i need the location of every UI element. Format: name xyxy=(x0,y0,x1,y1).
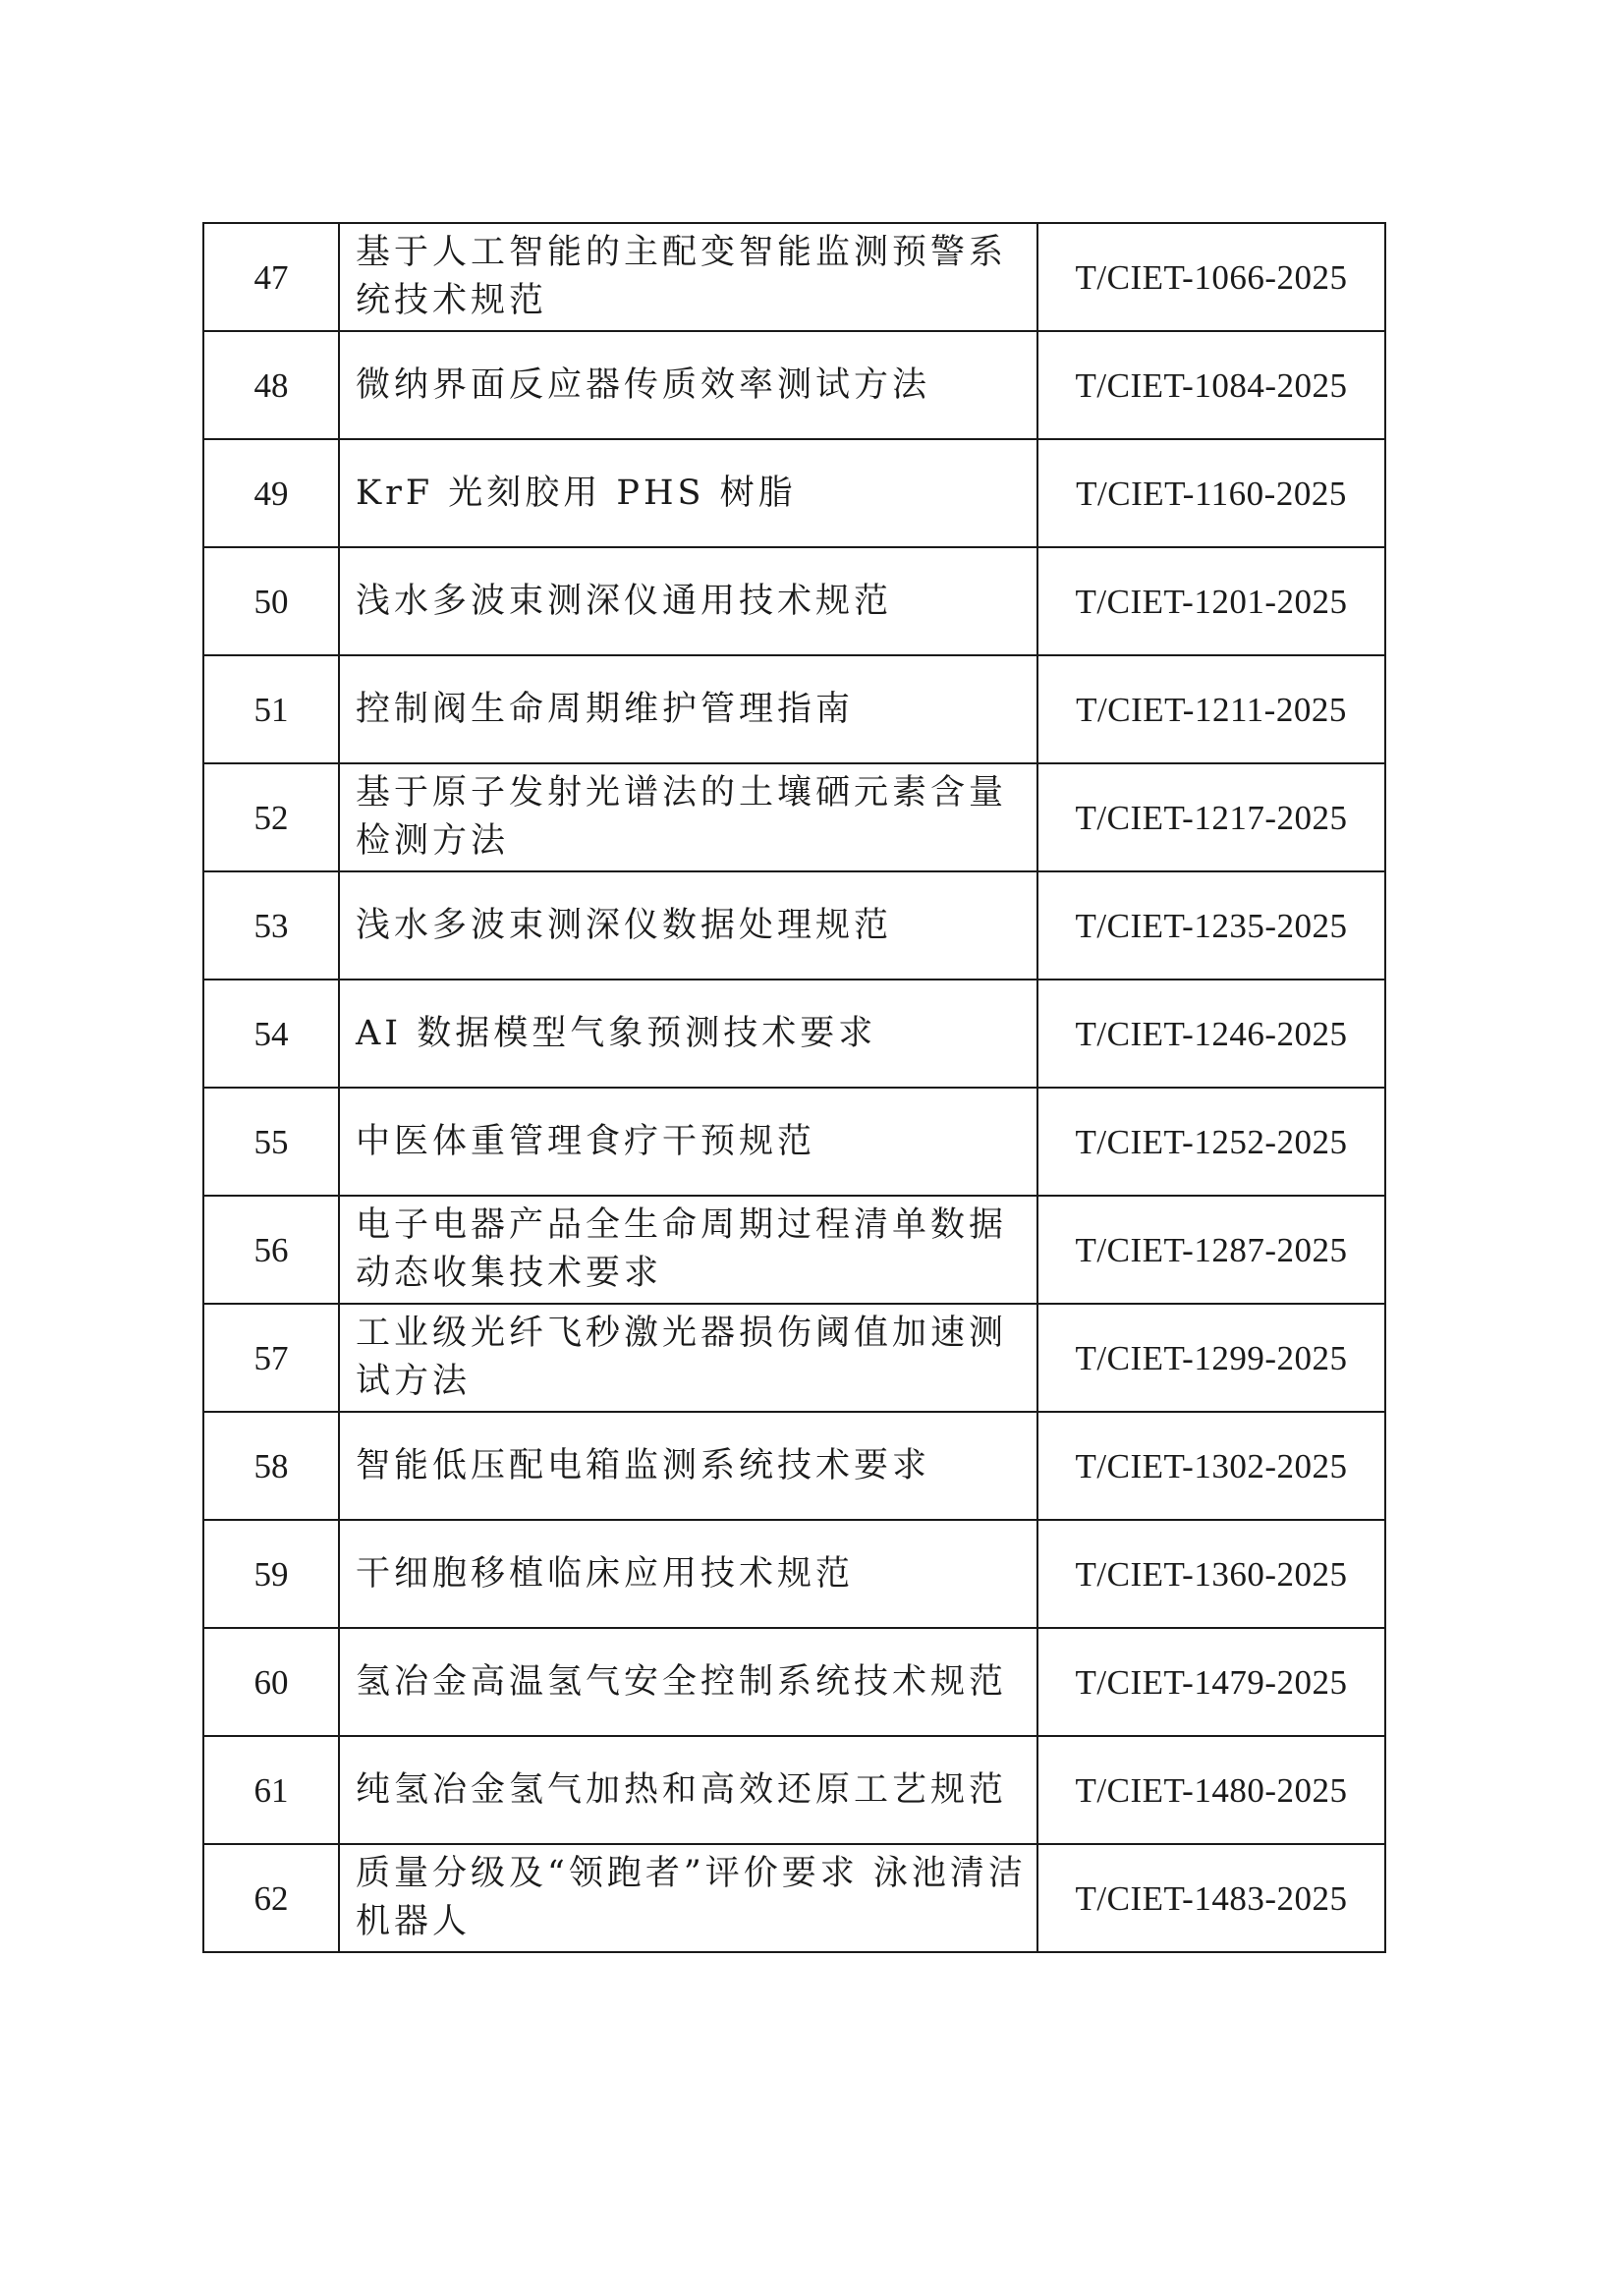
standard-name: AI 数据模型气象预测技术要求 xyxy=(339,980,1037,1088)
standard-code: T/CIET-1299-2025 xyxy=(1037,1304,1385,1412)
row-number: 47 xyxy=(203,223,339,331)
row-number: 62 xyxy=(203,1844,339,1952)
standard-name: 纯氢冶金氢气加热和高效还原工艺规范 xyxy=(339,1736,1037,1844)
table-row xyxy=(203,1736,1385,1844)
row-number: 59 xyxy=(203,1520,339,1628)
table-row xyxy=(203,1412,1385,1520)
table-row xyxy=(203,1196,1385,1304)
standard-code: T/CIET-1483-2025 xyxy=(1037,1844,1385,1952)
row-number: 51 xyxy=(203,655,339,763)
standard-name: KrF 光刻胶用 PHS 树脂 xyxy=(339,439,1037,547)
row-number: 56 xyxy=(203,1196,339,1304)
table-row xyxy=(203,223,1385,331)
standard-code: T/CIET-1360-2025 xyxy=(1037,1520,1385,1628)
standard-code: T/CIET-1302-2025 xyxy=(1037,1412,1385,1520)
table-row xyxy=(203,1844,1385,1952)
standard-name: 基于原子发射光谱法的土壤硒元素含量检测方法 xyxy=(339,763,1037,871)
table-row xyxy=(203,1088,1385,1196)
row-number: 49 xyxy=(203,439,339,547)
standard-code: T/CIET-1160-2025 xyxy=(1037,439,1385,547)
table-row xyxy=(203,547,1385,655)
row-number: 60 xyxy=(203,1628,339,1736)
row-number: 53 xyxy=(203,871,339,980)
row-number: 58 xyxy=(203,1412,339,1520)
row-number: 48 xyxy=(203,331,339,439)
standard-name: 氢冶金高温氢气安全控制系统技术规范 xyxy=(339,1628,1037,1736)
table-row xyxy=(203,439,1385,547)
standard-code: T/CIET-1066-2025 xyxy=(1037,223,1385,331)
table-row xyxy=(203,871,1385,980)
standard-name: 工业级光纤飞秒激光器损伤阈值加速测试方法 xyxy=(339,1304,1037,1412)
standard-name: 中医体重管理食疗干预规范 xyxy=(339,1088,1037,1196)
row-number: 55 xyxy=(203,1088,339,1196)
standard-name: 控制阀生命周期维护管理指南 xyxy=(339,655,1037,763)
standard-code: T/CIET-1217-2025 xyxy=(1037,763,1385,871)
standard-name: 微纳界面反应器传质效率测试方法 xyxy=(339,331,1037,439)
standard-code: T/CIET-1246-2025 xyxy=(1037,980,1385,1088)
row-number: 57 xyxy=(203,1304,339,1412)
standard-code: T/CIET-1235-2025 xyxy=(1037,871,1385,980)
standard-name: 浅水多波束测深仪通用技术规范 xyxy=(339,547,1037,655)
table-row xyxy=(203,980,1385,1088)
standard-code: T/CIET-1479-2025 xyxy=(1037,1628,1385,1736)
standard-name: 电子电器产品全生命周期过程清单数据动态收集技术要求 xyxy=(339,1196,1037,1304)
standard-code: T/CIET-1480-2025 xyxy=(1037,1736,1385,1844)
row-number: 61 xyxy=(203,1736,339,1844)
table-row xyxy=(203,331,1385,439)
standard-code: T/CIET-1211-2025 xyxy=(1037,655,1385,763)
standard-code: T/CIET-1252-2025 xyxy=(1037,1088,1385,1196)
row-number: 54 xyxy=(203,980,339,1088)
standard-name: 智能低压配电箱监测系统技术要求 xyxy=(339,1412,1037,1520)
row-number: 52 xyxy=(203,763,339,871)
table-row xyxy=(203,1520,1385,1628)
table-row xyxy=(203,655,1385,763)
standards-table xyxy=(202,222,1386,1953)
standard-code: T/CIET-1201-2025 xyxy=(1037,547,1385,655)
standard-name: 干细胞移植临床应用技术规范 xyxy=(339,1520,1037,1628)
table-row xyxy=(203,1628,1385,1736)
standard-name: 质量分级及“领跑者”评价要求 泳池清洁机器人 xyxy=(339,1844,1037,1952)
standard-code: T/CIET-1084-2025 xyxy=(1037,331,1385,439)
row-number: 50 xyxy=(203,547,339,655)
standard-name: 基于人工智能的主配变智能监测预警系统技术规范 xyxy=(339,223,1037,331)
table-row xyxy=(203,1304,1385,1412)
standard-name: 浅水多波束测深仪数据处理规范 xyxy=(339,871,1037,980)
standard-code: T/CIET-1287-2025 xyxy=(1037,1196,1385,1304)
table-row xyxy=(203,763,1385,871)
